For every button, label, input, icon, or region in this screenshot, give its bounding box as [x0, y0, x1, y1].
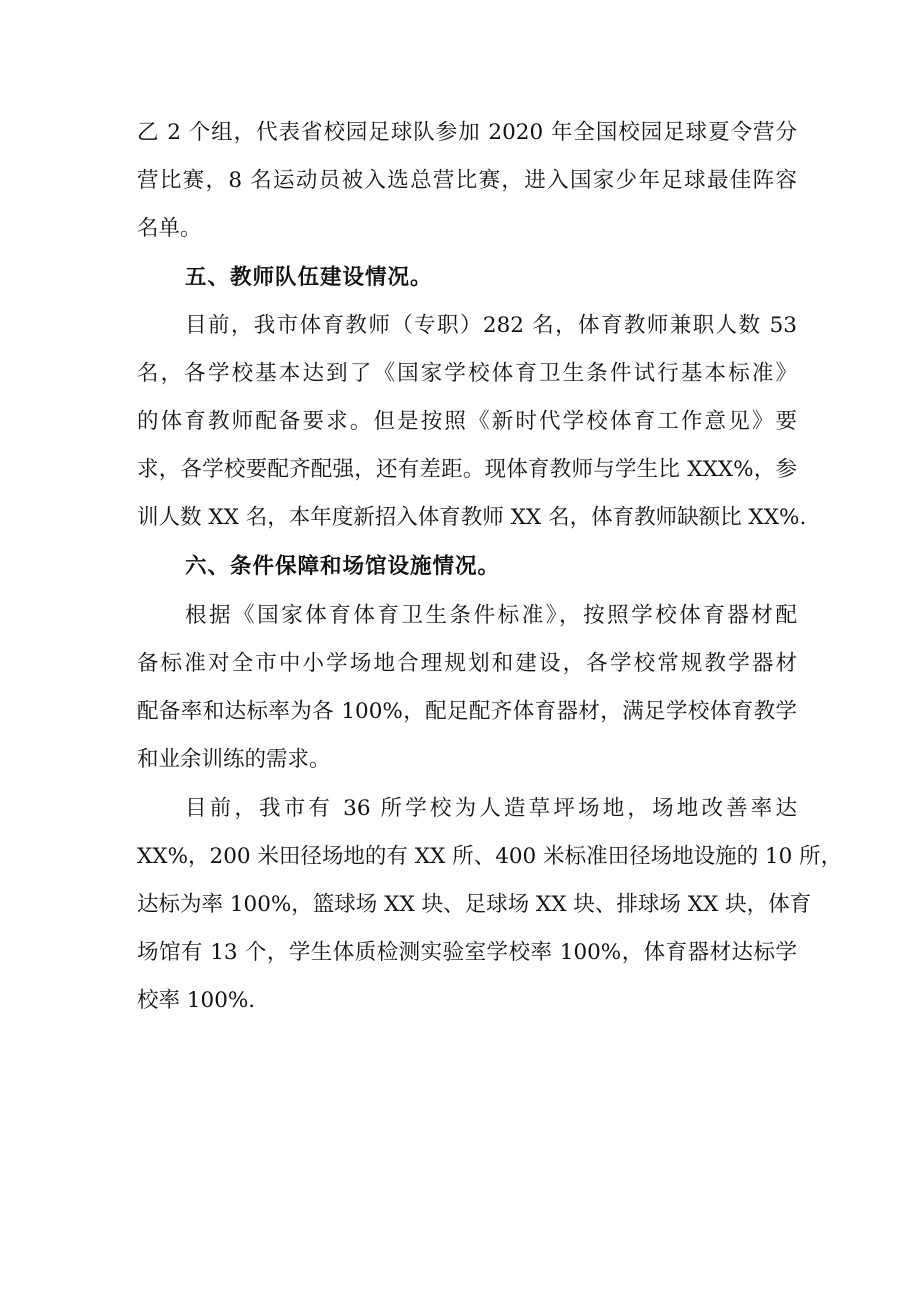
paragraph-line: XX%，200 米田径场地的有 XX 所、400 米标准田径场地设施的 10 所， — [137, 844, 843, 869]
paragraph-line: 根据《国家体育体育卫生条件标准》，按照学校体育器材配 — [185, 603, 797, 628]
paragraph-line: 名，各学校基本达到了《国家学校体育卫生条件试行基本标准》 — [137, 361, 797, 386]
paragraph-line: 营比赛，8 名运动员被入选总营比赛，进入国家少年足球最佳阵容 — [137, 168, 797, 193]
paragraph-line: 目前，我市体育教师（专职）282 名，体育教师兼职人数 53 — [185, 313, 797, 338]
paragraph-line: 求，各学校要配齐配强，还有差距。现体育教师与学生比 XXX%，参 — [137, 457, 797, 482]
paragraph-line: 和业余训练的需求。 — [137, 747, 331, 772]
paragraph-line: 校率 100%. — [137, 988, 256, 1013]
paragraph-line: 目前，我市有 36 所学校为人造草坪场地，场地改善率达 — [185, 796, 797, 821]
paragraph-line: 训人数 XX 名，本年度新招入体育教师 XX 名，体育教师缺额比 XX%. — [137, 505, 807, 530]
paragraph-line: 的体育教师配备要求。但是按照《新时代学校体育工作意见》要 — [137, 409, 797, 434]
paragraph-line: 乙 2 个组，代表省校园足球队参加 2020 年全国校园足球夏令营分 — [137, 120, 797, 145]
paragraph-line: 达标为率 100%，篮球场 XX 块、足球场 XX 块、排球场 XX 块，体育 — [137, 892, 812, 917]
paragraph-line: 场馆有 13 个，学生体质检测实验室学校率 100%，体育器材达标学 — [137, 940, 797, 965]
paragraph-line: 名单。 — [137, 216, 202, 241]
paragraph-line: 备标准对全市中小学场地合理规划和建设，各学校常规教学器材 — [137, 651, 797, 676]
paragraph-line: 配备率和达标率为各 100%，配足配齐体育器材，满足学校体育教学 — [137, 699, 797, 724]
section-heading: 五、教师队伍建设情况。 — [185, 265, 433, 290]
section-heading: 六、条件保障和场馆设施情况。 — [185, 554, 501, 579]
